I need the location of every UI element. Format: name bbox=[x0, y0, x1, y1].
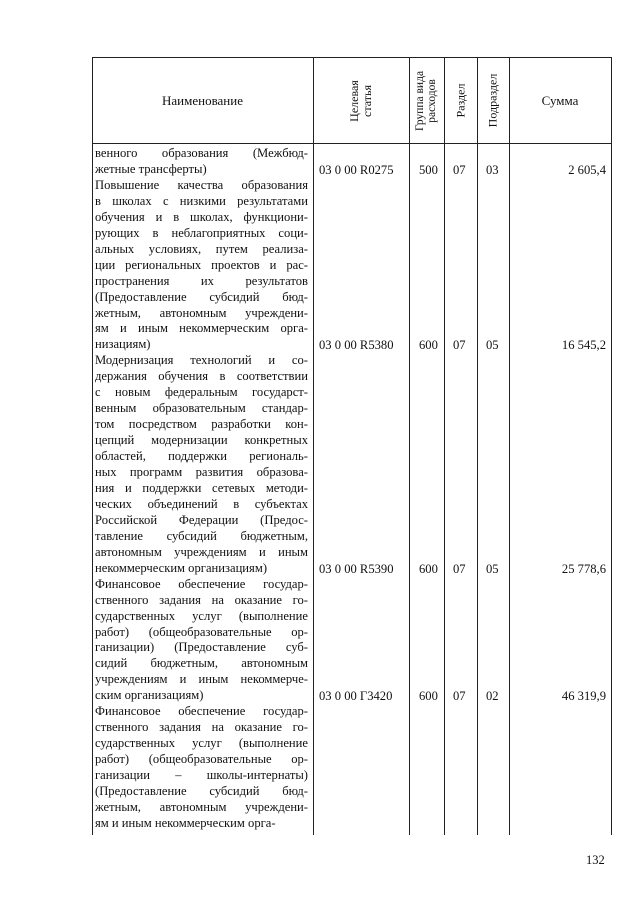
target-article-cell: 03 0 00 R5390 bbox=[319, 561, 394, 576]
name-line: венным образовательным стандар- bbox=[95, 401, 308, 416]
header-name bbox=[92, 57, 313, 144]
name-line: Модернизация технологий и со- bbox=[95, 353, 308, 368]
name-line: с новым федеральным государст- bbox=[95, 385, 308, 400]
name-line: ганизации – школы-интернаты) bbox=[95, 768, 308, 783]
header-target-article-line: статья bbox=[359, 84, 374, 117]
header-name-label: Наименование bbox=[162, 92, 243, 108]
name-line: ским организациям) bbox=[95, 688, 204, 703]
name-line: ственного задания на оказание го- bbox=[95, 592, 308, 607]
section-cell: 07 bbox=[453, 561, 466, 576]
table-row-name bbox=[95, 577, 308, 705]
header-target-article bbox=[313, 57, 409, 144]
header-section-label: Раздел bbox=[453, 83, 468, 118]
expense-group-cell: 600 bbox=[419, 561, 438, 576]
page-number: 132 bbox=[586, 853, 605, 867]
name-line: ям и иным некоммерческим орга- bbox=[95, 815, 276, 830]
expense-group-cell: 600 bbox=[419, 338, 438, 353]
name-line: ческих объединений в субъектах bbox=[95, 496, 308, 511]
column-border bbox=[509, 57, 510, 835]
header-expense-group bbox=[409, 57, 444, 144]
sum-cell: 25 778,6 bbox=[561, 561, 606, 576]
header-target-article-line: Целевая bbox=[346, 79, 361, 122]
name-line: ных программ развития образова- bbox=[95, 465, 308, 480]
name-line: учреждениям и иным некоммерче- bbox=[95, 672, 308, 687]
name-line: венного образования (Межбюд- bbox=[95, 146, 308, 160]
name-line: Финансовое обеспечение государ- bbox=[95, 704, 308, 719]
table-row-name bbox=[95, 353, 308, 576]
name-line: автономным учреждениям и иным bbox=[95, 544, 308, 559]
name-line: держания обучения в соответствии bbox=[95, 369, 308, 384]
name-line: жетные трансферты) bbox=[95, 161, 207, 176]
name-line: низациям) bbox=[95, 337, 151, 352]
column-border bbox=[92, 57, 93, 835]
name-line: в школах с низкими результатами bbox=[95, 193, 308, 208]
name-line: жетным, автономным учреждени- bbox=[95, 799, 308, 814]
header-sum bbox=[509, 57, 611, 144]
table-row-name bbox=[95, 146, 308, 178]
sum-cell: 46 319,9 bbox=[561, 689, 606, 704]
name-line: сударственных услуг (выполнение bbox=[95, 736, 308, 751]
column-border bbox=[409, 57, 410, 835]
header-subsection bbox=[477, 57, 509, 144]
target-article-cell: 03 0 00 R5380 bbox=[319, 338, 394, 353]
sum-cell: 16 545,2 bbox=[561, 338, 606, 353]
subsection-cell: 05 bbox=[486, 338, 499, 353]
expense-group-cell: 500 bbox=[419, 162, 438, 177]
name-line: (Предоставление субсидий бюд- bbox=[95, 784, 308, 799]
name-line: (Предоставление субсидий бюд- bbox=[95, 289, 308, 304]
header-expense-group-label bbox=[415, 70, 439, 130]
section-cell: 07 bbox=[453, 162, 466, 177]
sum-cell: 2 605,4 bbox=[568, 162, 606, 177]
name-line: работ) (общеобразовательные ор- bbox=[95, 624, 308, 639]
name-line: некоммерческим организациям) bbox=[95, 560, 268, 575]
column-border bbox=[611, 57, 612, 835]
column-border bbox=[477, 57, 478, 835]
header-subsection-label: Подраздел bbox=[485, 73, 500, 128]
name-line: ственного задания на оказание го- bbox=[95, 720, 308, 735]
name-line: пространения их результатов bbox=[95, 273, 308, 288]
name-line: ганизации) (Предоставление суб- bbox=[95, 640, 308, 655]
name-line: обучения и в школах, функциони- bbox=[95, 209, 308, 224]
subsection-cell: 02 bbox=[486, 689, 499, 704]
name-line: Российской Федерации (Предос- bbox=[95, 512, 308, 527]
header-expense-group-line: расходов bbox=[426, 78, 439, 123]
name-line: ям и иным некоммерческим орга- bbox=[95, 321, 308, 336]
section-cell: 07 bbox=[453, 338, 466, 353]
name-line: альных условиях, путем реализа- bbox=[95, 241, 308, 256]
expense-group-cell: 600 bbox=[419, 689, 438, 704]
column-border bbox=[313, 57, 314, 835]
table-row-name bbox=[95, 178, 308, 353]
header-expense-group-line: Группа вида bbox=[414, 70, 427, 131]
header-sum-label: Сумма bbox=[541, 92, 579, 108]
column-border bbox=[444, 57, 445, 835]
name-line: жетным, автономным учреждени- bbox=[95, 305, 308, 320]
table-row-name bbox=[95, 704, 308, 832]
header-section bbox=[444, 57, 477, 144]
name-line: областей, поддержки региональ- bbox=[95, 449, 308, 464]
name-line: тавление субсидий бюджетным, bbox=[95, 528, 308, 543]
name-line: ции региональных проектов и рас- bbox=[95, 257, 308, 272]
name-line: сударственных услуг (выполнение bbox=[95, 608, 308, 623]
name-line: работ) (общеобразовательные ор- bbox=[95, 752, 308, 767]
name-line: цепций модернизации конкретных bbox=[95, 433, 308, 448]
target-article-cell: 03 0 00 R0275 bbox=[319, 162, 394, 177]
header-target-article-label bbox=[348, 80, 374, 122]
name-line: рующих в неблагоприятных соци- bbox=[95, 225, 308, 240]
subsection-cell: 05 bbox=[486, 561, 499, 576]
subsection-cell: 03 bbox=[486, 162, 499, 177]
name-line: Повышение качества образования bbox=[95, 177, 308, 192]
target-article-cell: 03 0 00 Г3420 bbox=[319, 689, 393, 704]
name-line: Финансовое обеспечение государ- bbox=[95, 576, 308, 591]
section-cell: 07 bbox=[453, 689, 466, 704]
name-line: том посредством разработки кон- bbox=[95, 417, 308, 432]
name-line: сидий бюджетным, автономным bbox=[95, 656, 308, 671]
name-line: ния и поддержки сетевых методи- bbox=[95, 480, 308, 495]
